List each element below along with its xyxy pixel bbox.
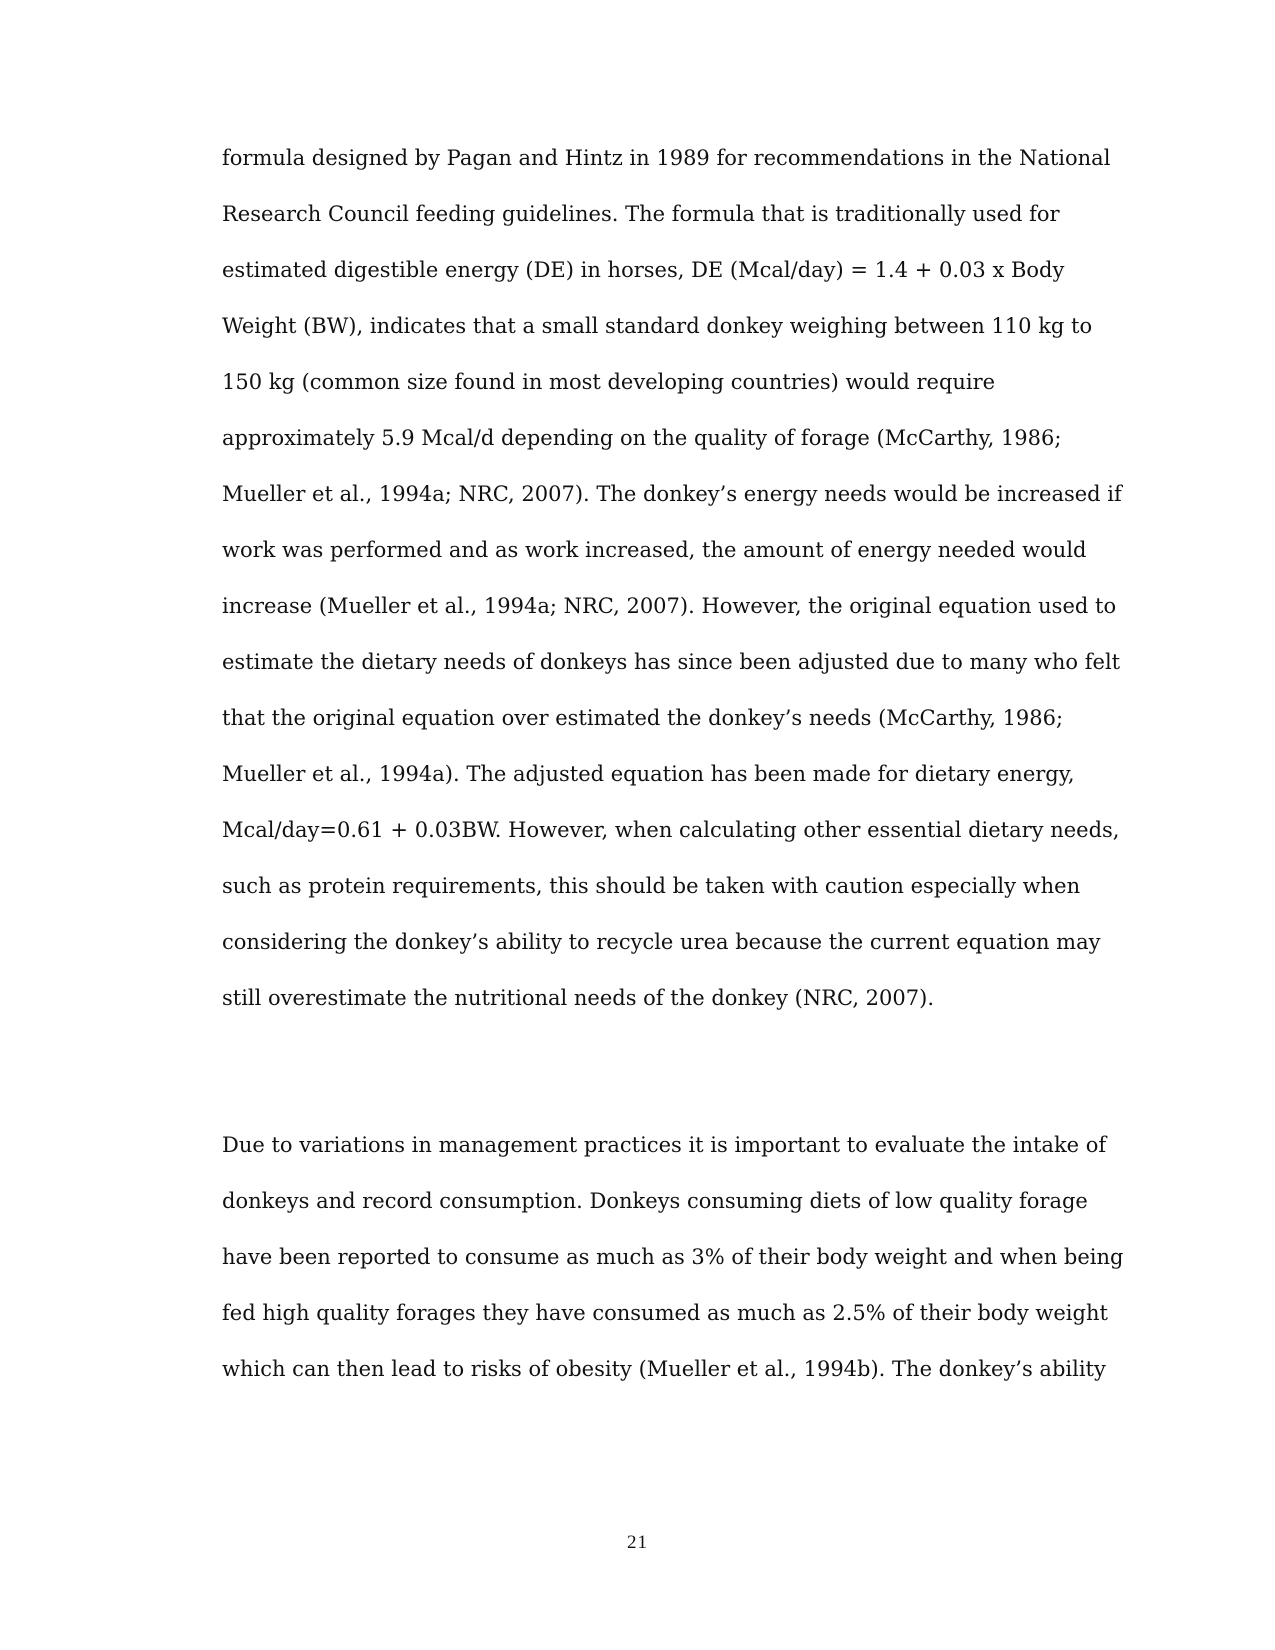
text-line: still overestimate the nutritional needs of the donkey (NRC, 2007). [222,986,934,1010]
text-line: Mcal/day=0.61 + 0.03BW. However, when calculating other essential dietary needs, [222,818,1120,842]
text-line: increase (Mueller et al., 1994a; NRC, 2007). However, the original equation used to [222,594,1117,618]
text-line: such as protein requirements, this should be taken with caution especially when [222,874,1081,898]
text-line: fed high quality forages they have consumed as much as 2.5% of their body weight [222,1301,1108,1325]
text-line: estimated digestible energy (DE) in horses, DE (Mcal/day) = 1.4 + 0.03 x Body [222,258,1065,282]
text-line: Mueller et al., 1994a; NRC, 2007). The donkey’s energy needs would be increased if [222,482,1122,506]
text-line: which can then lead to risks of obesity (Mueller et al., 1994b). The donkey’s ability [222,1357,1106,1381]
page-number: 21 [627,1532,648,1553]
text-line: formula designed by Pagan and Hintz in 1989 for recommendations in the National [222,146,1111,170]
text-line: Weight (BW), indicates that a small standard donkey weighing between 110 kg to [222,314,1093,338]
text-line: donkeys and record consumption. Donkeys consuming diets of low quality forage [222,1189,1088,1213]
text-line: estimate the dietary needs of donkeys has since been adjusted due to many who felt [222,650,1121,674]
text-line: Due to variations in management practices it is important to evaluate the intake of [222,1133,1107,1157]
text-line: work was performed and as work increased, the amount of energy needed would [222,538,1087,562]
text-line: that the original equation over estimated the donkey’s needs (McCarthy, 1986; [222,706,1064,730]
text-line: Research Council feeding guidelines. The formula that is traditionally used for [222,202,1060,226]
text-line: approximately 5.9 Mcal/d depending on the quality of forage (McCarthy, 1986; [222,426,1062,450]
text-line: 150 kg (common size found in most developing countries) would require [222,370,996,394]
text-line: considering the donkey’s ability to recycle urea because the current equation may [222,930,1101,954]
text-line: have been reported to consume as much as 3% of their body weight and when being [222,1245,1124,1269]
text-line: Mueller et al., 1994a). The adjusted equation has been made for dietary energy, [222,762,1075,786]
